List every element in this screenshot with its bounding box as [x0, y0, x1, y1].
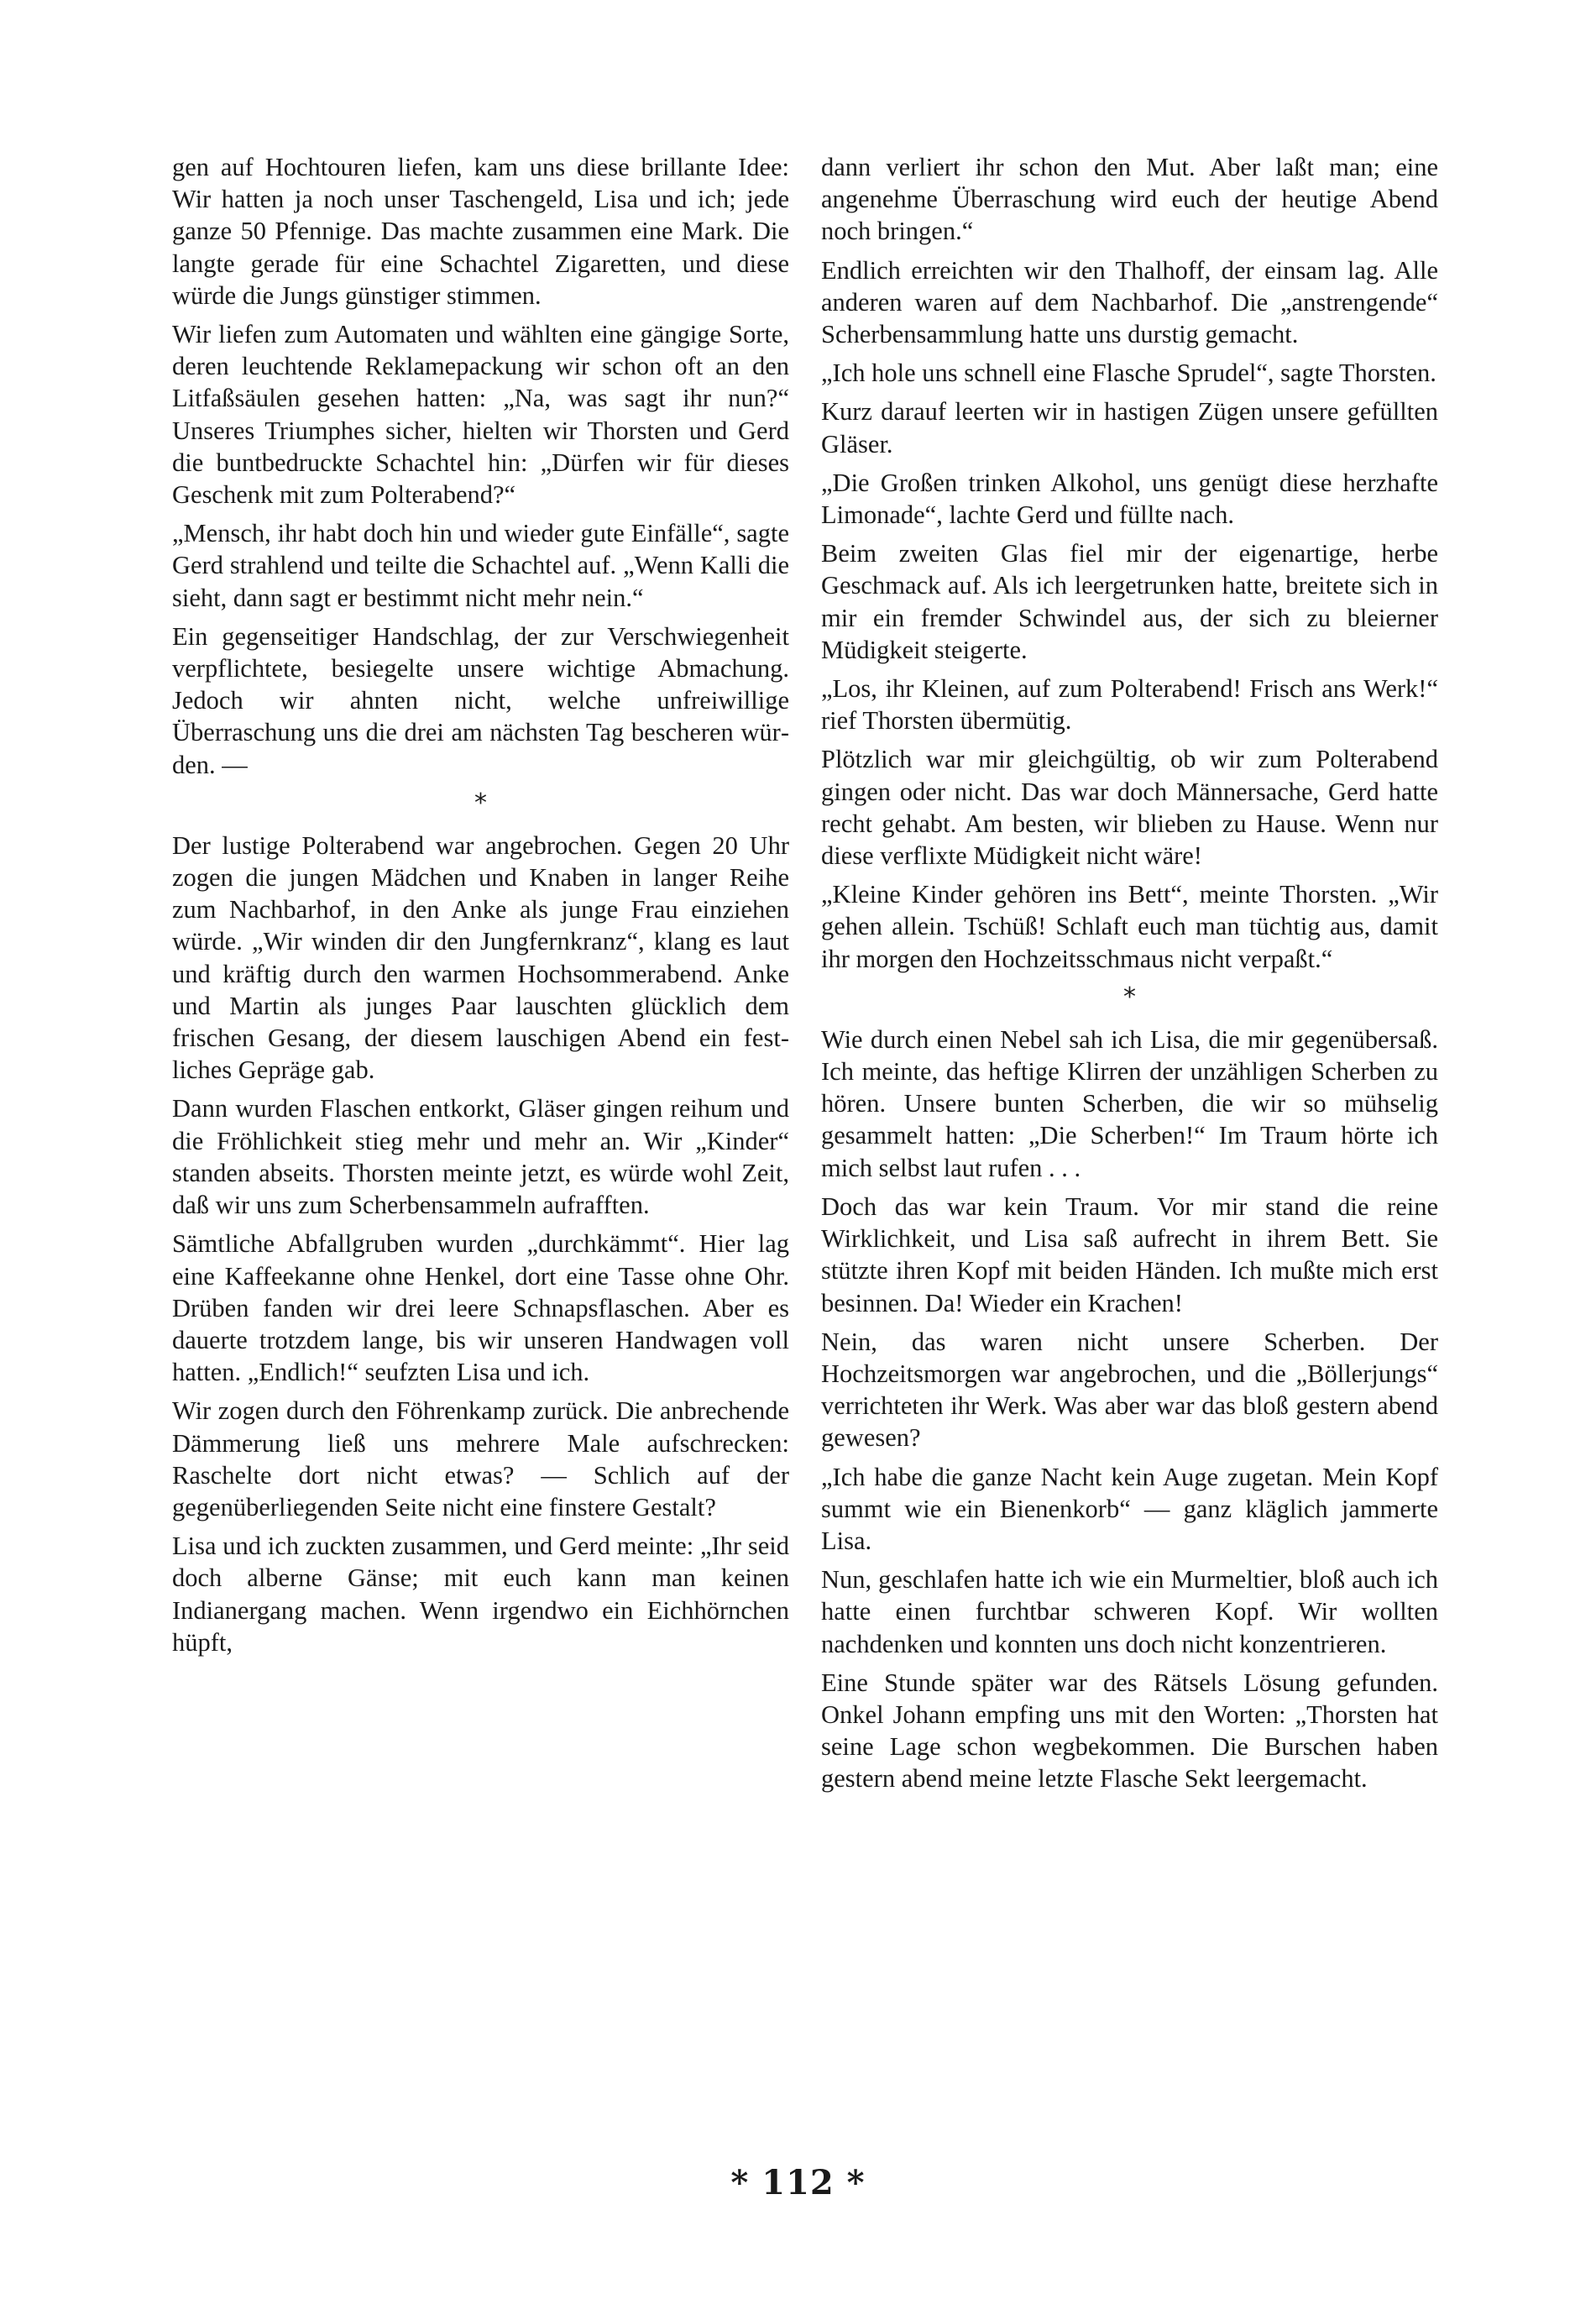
- paragraph: Wir zogen durch den Föhrenkamp zurück. Die anbrechende Dämmerung ließ uns mehrere Male aufschrecken: Raschelte dort nicht etwas? — Schlich auf der gegenüberliegenden Seite nicht eine finstere Gestalt?: [172, 1396, 789, 1521]
- paragraph: Ein gegenseitiger Handschlag, der zur Verschwiegenheit verpflichtete, besiegelte unsere wichtige Abmachung. Jedoch wir ahnten nicht, welche unfreiwillige Überraschung uns die drei am nächsten Tag bescheren würden. —: [172, 621, 789, 779]
- paragraph: Eine Stunde später war des Rätsels Lösung gefunden. Onkel Johann empfing uns mit den Worten: „Thorsten hat seine Lage schon wegbekommen. Die Burschen haben gestern abend meine letzte Flasche Sekt leergemacht.: [821, 1668, 1438, 1794]
- left-column: [172, 151, 789, 1665]
- paragraph: Sämtliche Abfallgruben wurden „durchkämmt“. Hier lag eine Kaffeekanne ohne Henkel, dort eine Tasse ohne Ohr. Drüben fanden wir drei leere Schnapsflaschen. Aber es dauerte trotzdem lange, bis wir unseren Handwagen voll hatten. „Endlich!“ seufzten Lisa und ich.: [172, 1229, 789, 1387]
- paragraph: Wir liefen zum Automaten und wählten eine gängige Sorte, deren leuchtende Reklamepackung wir schon oft an den Litfaßsäulen gesehen hatten: „Na, was sagt ihr nun?“ Unseres Triumphes sicher, hielten wir Thorsten und Gerd die buntbedruckte Schachtel hin: „Dürfen wir für dieses Geschenk mit zum Polterabend?“: [172, 320, 789, 510]
- paragraph: Plötzlich war mir gleichgültig, ob wir zum Polterabend gingen oder nicht. Das war doch Männersache, Gerd hatte recht gehabt. Am besten, wir blieben zu Hause. Wenn nur diese verflixte Müdigkeit nicht wäre!: [821, 745, 1438, 871]
- paragraph: Beim zweiten Glas fiel mir der eigenartige, herbe Geschmack auf. Als ich leergetrunken hatte, breitete sich in mir ein fremder Schwindel aus, der sich zu bleierner Müdigkeit steigerte.: [821, 539, 1438, 664]
- paragraph: Kurz darauf leerten wir in hastigen Zügen unsere gefüllten Gläser.: [821, 397, 1438, 458]
- paragraph: gen auf Hochtouren liefen, kam uns diese brillante Idee: Wir hatten ja noch unser Taschengeld, Lisa und ich; jede ganze 50 Pfennige. Das machte zusammen eine Mark. Die langte gerade für eine Schachtel Zigaretten, und diese würde die Jungs günstiger stimmen.: [172, 153, 789, 310]
- paragraph: „Ich hole uns schnell eine Flasche Sprudel“, sagte Thorsten.: [821, 359, 1436, 388]
- paragraph: Nein, das waren nicht unsere Scherben. Der Hochzeitsmorgen war angebrochen, und die „Böllerjungs“ verrichteten ihr Werk. Was aber war das bloß gestern abend gewesen?: [821, 1327, 1438, 1453]
- paragraph: Doch das war kein Traum. Vor mir stand die reine Wirklichkeit, und Lisa saß aufrecht in ihrem Bett. Sie stützte ihren Kopf mit beiden Händen. Ich mußte mich erst besinnen. Da! Wieder ein Krachen!: [821, 1191, 1438, 1317]
- paragraph: „Die Großen trinken Alkohol, uns genügt diese herzhafte Limonade“, lachte Gerd und füllte nach.: [821, 468, 1438, 530]
- paragraph: „Ich habe die ganze Nacht kein Auge zugetan. Mein Kopf summt wie ein Bienenkorb“ — ganz kläglich jammerte Lisa.: [821, 1462, 1438, 1555]
- paragraph: Der lustige Polterabend war angebrochen. Gegen 20 Uhr zogen die jungen Mädchen und Knaben in langer Reihe zum Nachbarhof, in den Anke als junge Frau einziehen würde. „Wir winden dir den Jungfernkranz“, klang es laut und kräftig durch den warmen Hochsommerabend. Anke und Martin als junges Paar lauschten glücklich dem frischen Gesang, der diesem lauschigen Abend ein festliches Gepräge gab.: [172, 830, 789, 1085]
- paragraph: Lisa und ich zuckten zusammen, und Gerd meinte: „Ihr seid doch alberne Gänse; mit euch kann man keinen Indianergang machen. Wenn irgendwo ein Eichhörnchen hüpft,: [172, 1532, 789, 1657]
- right-column: [821, 151, 1438, 1802]
- paragraph: „Los, ihr Kleinen, auf zum Polterabend! Frisch ans Werk!“ rief Thorsten übermütig.: [821, 674, 1438, 736]
- paragraph: Wie durch einen Nebel sah ich Lisa, die mir gegenübersaß. Ich meinte, das heftige Klirren der unzähligen Scherben zu hören. Unsere bunten Scherben, die wir so mühselig gesammelt hatten: „Die Scherben!“ Im Traum hörte ich mich selbst laut rufen . . .: [821, 1024, 1438, 1182]
- paragraph: Nun, geschlafen hatte ich wie ein Murmeltier, bloß auch ich hatte einen furchtbar schweren Kopf. Wir wollten nachdenken und konnten uns doch nicht konzentrieren.: [821, 1565, 1438, 1658]
- paragraph: „Mensch, ihr habt doch hin und wieder gute Einfälle“, sagte Gerd strahlend und teilte die Schachtel auf. „Wenn Kalli die sieht, dann sagt er bestimmt nicht mehr nein.“: [172, 519, 789, 612]
- section-divider-asterisk: *: [474, 788, 487, 818]
- paragraph: „Kleine Kinder gehören ins Bett“, meinte Thorsten. „Wir gehen allein. Tschüß! Schlaft euch man tüchtig aus, damit ihr morgen den Hochzeitsschmaus nicht verpaßt.“: [821, 880, 1438, 973]
- paragraph: Dann wurden Flaschen entkorkt, Gläser gingen reihum und die Fröhlichkeit stieg mehr und mehr an. Wir „Kinder“ standen abseits. Thorsten meinte jetzt, es würde wohl Zeit, daß wir uns zum Scherbensammeln aufrafften.: [172, 1094, 789, 1220]
- paragraph: dann verliert ihr schon den Mut. Aber laßt man; eine angenehme Überraschung wird euch der heutige Abend noch bringen.“: [821, 153, 1438, 246]
- section-divider-asterisk: *: [1123, 982, 1136, 1012]
- page-number: * 112 *: [730, 2163, 866, 2202]
- paragraph: Endlich erreichten wir den Thalhoff, der einsam lag. Alle anderen waren auf dem Nachbarhof. Die „anstrengende“ Scherbensammlung hatte uns durstig gemacht.: [821, 255, 1438, 349]
